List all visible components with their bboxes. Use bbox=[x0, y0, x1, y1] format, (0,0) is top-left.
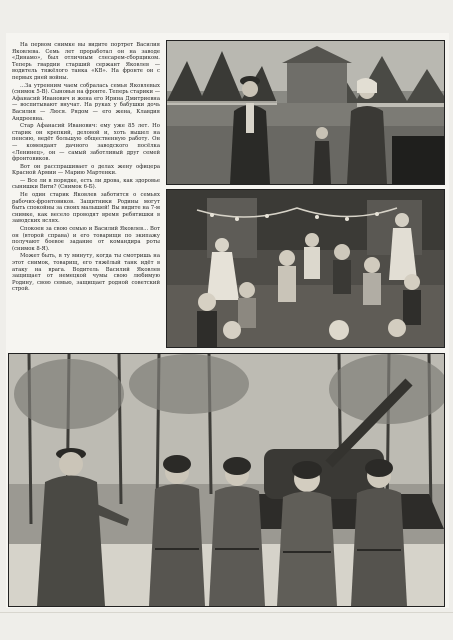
paragraph: ...За утренним чаем собралась семья Яковлевых (снимок 5-В). Сыновья на фронте. Теперь старики — Афанасий Иванович и жена его Ирина Дмитриевна — воспитывают внучат. На руках у бабушки дочь Василия — Люся. Рядом — его жена, Клавдия Андреевна. bbox=[12, 82, 160, 122]
paragraph: Не один старик Яковлев заботится о семьях рабочих-фронтовиков. Защитники Родины могут быть спокойны за своих малышей! Вы видите на 7-м снимке, как весело проводят время ребятишки в заводских яслях. bbox=[12, 192, 160, 225]
page-bottom-edge bbox=[0, 612, 453, 613]
photo-dacha-conversation bbox=[166, 40, 445, 185]
paragraph: Стар Афанасий Иванович: ему уже 85 лет. Но старик он крепкий, деловой и, хоть вышел на пенсию, ведёт большую общественную работу. Он — комендант дачного заводского посёлка «Ленинец», он — самый заботливый друг семей фронтовиков. bbox=[12, 123, 160, 163]
photo-nursery-graphic bbox=[167, 190, 444, 347]
paragraph: Спокоен за свою семью и Василий Яковлев... Вот он (второй справа) и его товарищи по экипажу получают боевое задание от командира роты (снимок 8-Я). bbox=[12, 226, 160, 252]
photo-dacha-graphic bbox=[167, 41, 444, 184]
article-text bbox=[12, 42, 160, 362]
photo-tank-crew-graphic bbox=[9, 354, 444, 606]
paragraph: — Все ли в порядке, есть ли дрова, как здоровье сынишки Вити? (Снимок 6-Б). bbox=[12, 177, 160, 191]
photo-nursery-children bbox=[166, 189, 445, 348]
paragraph: На первом снимке вы видите портрет Василия Яковлева. Семь лет проработал он на заводе «Динамо», был отличным слесарем-сборщиком. Теперь гвардии старший сержант Яковлев — водитель тяжёлого танка «КВ». На фронте он с первых дней войны. bbox=[12, 42, 160, 81]
paragraph: Вот он расспрашивает о делах жену офицера Красной Армии — Марию Мартенки. bbox=[12, 163, 160, 177]
paragraph: Может быть, в ту минуту, когда ты смотришь на этот снимок, товарищ, его тяжёлый танк идёт в атаку на врага. Водитель Василий Яковлев защищает от немецкой чумы свою любимую Родину, свою семью, защищает родной советский строй. bbox=[12, 253, 160, 293]
photo-tank-crew bbox=[8, 353, 445, 607]
